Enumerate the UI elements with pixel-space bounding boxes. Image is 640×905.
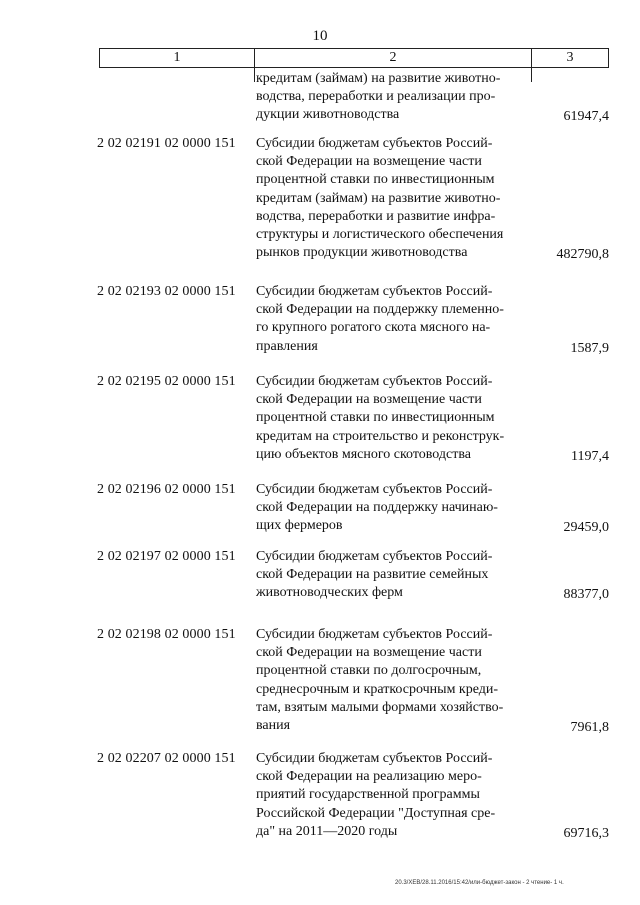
- budget-code: 2 02 02193 02 0000 151: [97, 284, 236, 299]
- amount: 1587,9: [570, 340, 609, 356]
- description-line: Субсидии бюджетам субъектов Россий-: [256, 284, 493, 299]
- description: [256, 373, 533, 464]
- description-line: щих фермеров: [256, 518, 343, 534]
- header-col-3: 3: [566, 50, 574, 65]
- description-line: Субсидии бюджетам субъектов Россий-: [256, 482, 493, 497]
- description-line: правления: [256, 338, 318, 354]
- amount: 29459,0: [563, 520, 609, 536]
- description: [256, 750, 533, 841]
- description-line: приятий государственной программы: [256, 787, 480, 803]
- description-line: вания: [256, 718, 291, 734]
- description-line: кредитам на строительство и реконструк-: [256, 428, 505, 444]
- table-row: [0, 135, 640, 262]
- budget-code: 2 02 02207 02 0000 151: [97, 751, 236, 766]
- table-row: [0, 750, 640, 841]
- description-line: процентной ставки по инвестиционным: [256, 410, 495, 426]
- description-line: Субсидии бюджетам субъектов Россий-: [256, 549, 493, 564]
- budget-code: 2 02 02197 02 0000 151: [97, 549, 236, 564]
- description-line: ской Федерации на развитие семейных: [256, 567, 489, 583]
- amount: 88377,0: [563, 587, 609, 603]
- description-line: ской Федерации на возмещение части: [256, 645, 482, 661]
- description-line: ской Федерации на возмещение части: [256, 154, 482, 170]
- table-row: [0, 373, 640, 464]
- description: [256, 481, 533, 536]
- document-footer: 20.3/ХЕВ/28.11.2016/15:42/или-бюджет-закон - 2 чтение- 1 ч.: [395, 880, 564, 886]
- description-line: животноводческих ферм: [256, 585, 403, 601]
- table-row: [0, 548, 640, 603]
- budget-code: 2 02 02198 02 0000 151: [97, 627, 236, 642]
- header-col-1: 1: [100, 49, 255, 67]
- description-line: Субсидии бюджетам субъектов Россий-: [256, 374, 493, 389]
- amount: 61947,4: [563, 109, 609, 125]
- description-line: цию объектов мясного скотоводства: [256, 446, 471, 462]
- table-row: [0, 70, 640, 125]
- description-line: процентной ставки по инвестиционным: [256, 172, 495, 188]
- amount: 482790,8: [556, 247, 609, 263]
- description-line: там, взятым малыми формами хозяйство-: [256, 699, 504, 715]
- budget-code: 2 02 02196 02 0000 151: [97, 482, 236, 497]
- description-line: ской Федерации на возмещение части: [256, 392, 482, 408]
- description-line: процентной ставки по долгосрочным,: [256, 663, 482, 679]
- description-line: структуры и логистического обеспечения: [256, 227, 504, 243]
- description-line: кредитам (займам) на развитие животно-: [256, 190, 501, 206]
- description: [256, 626, 533, 735]
- table-header: [99, 48, 609, 68]
- table-row: [0, 626, 640, 735]
- description-line: Субсидии бюджетам субъектов Россий-: [256, 136, 493, 151]
- header-col-2: 2: [255, 49, 532, 67]
- page-number: 10: [312, 28, 328, 44]
- description-line: водства, переработки и развитие инфра-: [256, 208, 496, 224]
- table-row: [0, 481, 640, 536]
- amount: 7961,8: [570, 720, 609, 735]
- description-line: да" на 2011—2020 годы: [256, 823, 398, 839]
- description-line: го крупного рогатого скота мясного на-: [256, 320, 491, 336]
- description-line: Субсидии бюджетам субъектов Россий-: [256, 627, 493, 642]
- description-line: дукции животноводства: [256, 107, 400, 123]
- budget-code: 2 02 02195 02 0000 151: [97, 374, 236, 389]
- description-line: рынков продукции животноводства: [256, 245, 468, 261]
- amount: 69716,3: [563, 825, 609, 841]
- description-line: Субсидии бюджетам субъектов Россий-: [256, 751, 493, 766]
- description: [256, 70, 533, 125]
- description-line: ской Федерации на реализацию меро-: [256, 769, 482, 785]
- description-line: Российской Федерации "Доступная сре-: [256, 805, 496, 821]
- description-line: кредитам (займам) на развитие животно-: [256, 71, 501, 86]
- amount: 1197,4: [571, 448, 609, 464]
- description-line: водства, переработки и реализации про-: [256, 89, 496, 105]
- description-line: ской Федерации на поддержку начинаю-: [256, 500, 498, 516]
- description: [256, 548, 533, 603]
- description-line: ской Федерации на поддержку племенно-: [256, 302, 504, 318]
- table-row: [0, 283, 640, 356]
- description: [256, 283, 533, 356]
- description-line: среднесрочным и краткосрочным креди-: [256, 681, 499, 697]
- budget-code: 2 02 02191 02 0000 151: [97, 136, 236, 151]
- description: [256, 135, 533, 262]
